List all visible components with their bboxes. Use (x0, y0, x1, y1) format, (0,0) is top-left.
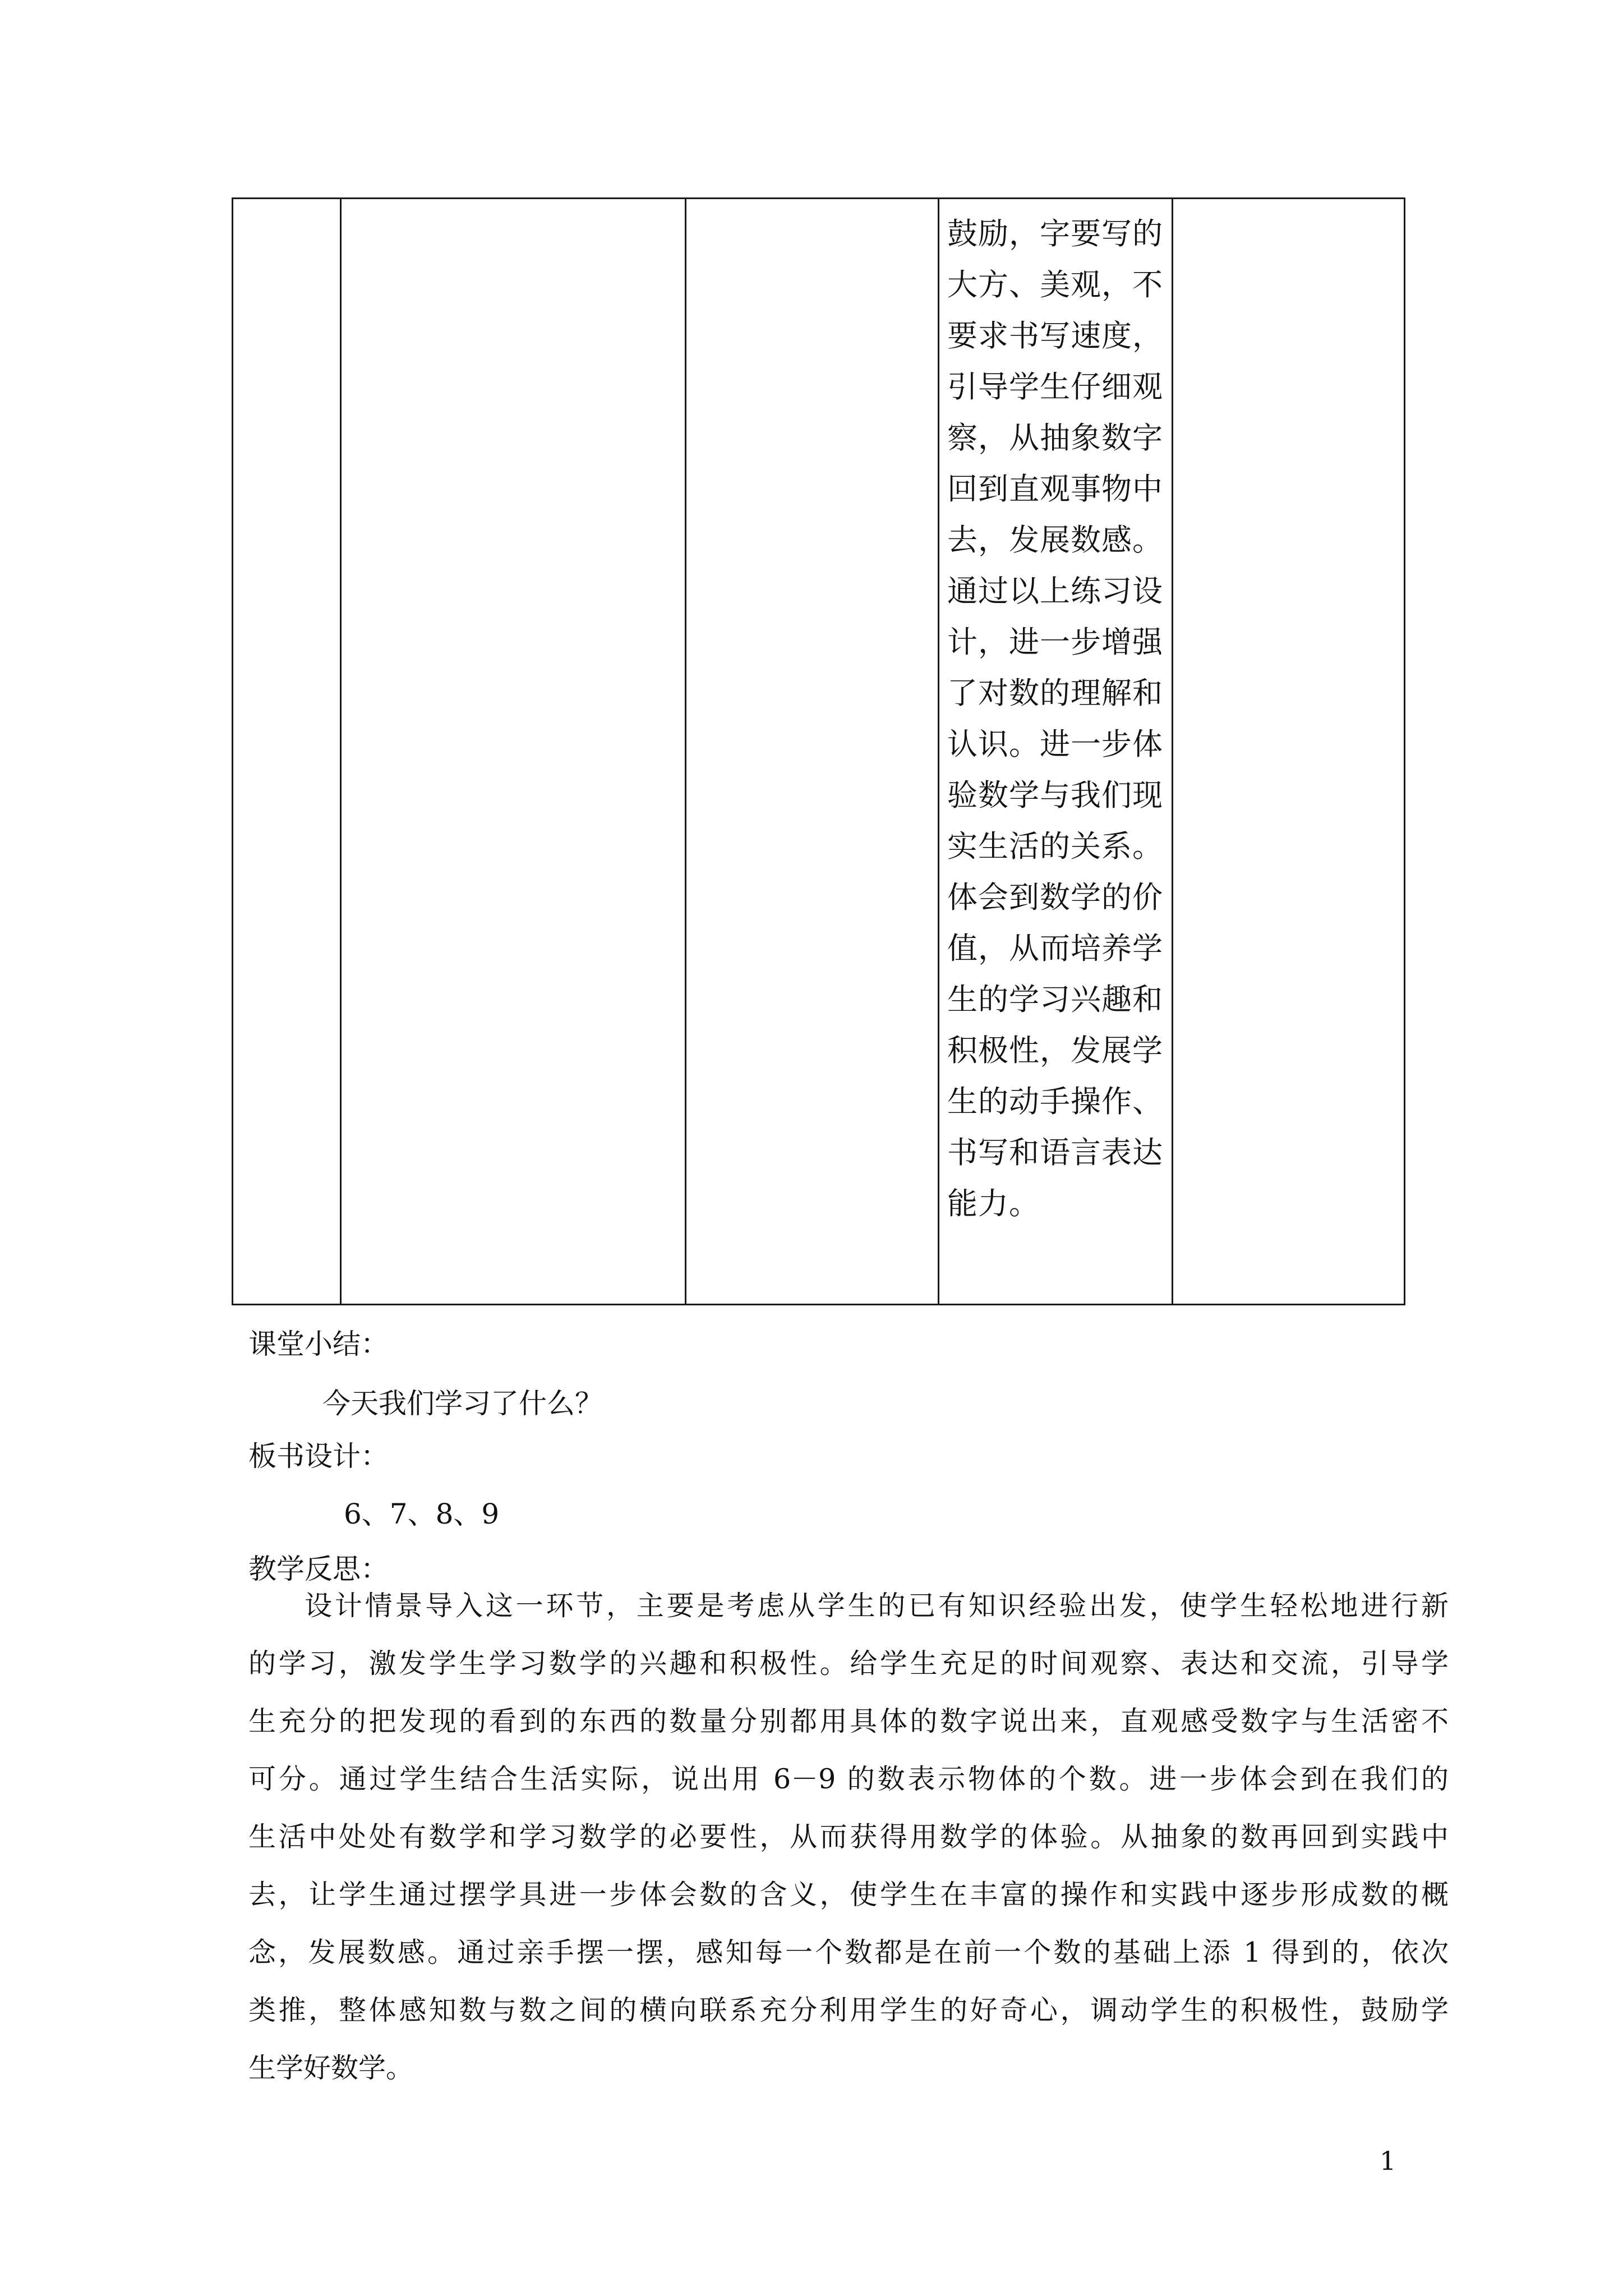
table-column-divider (938, 199, 939, 1304)
paragraph-line: 生活中处处有数学和学习数学的必要性，从而获得用数学的体验。从抽象的数再回到实践中 (248, 1821, 1449, 1853)
paragraph-line: 可分。通过学生结合生活实际，说出用 6－9 的数表示物体的个数。进一步体会到在我们的 (248, 1763, 1449, 1795)
cell-text-line: 回到直观事物中 (947, 471, 1163, 507)
cell-text-line: 察，从抽象数字 (947, 420, 1163, 455)
paragraph-line: 去，让学生通过摆学具进一步体会数的含义，使学生在丰富的操作和实践中逐步形成数的概 (248, 1879, 1449, 1911)
cell-text-line: 书写和语言表达 (947, 1135, 1163, 1170)
cell-text-line: 了对数的理解和 (947, 675, 1163, 711)
cell-text-line: 生的学习兴趣和 (947, 982, 1163, 1017)
cell-text-line: 大方、美观，不 (947, 267, 1163, 302)
cell-text-line: 能力。 (947, 1186, 1040, 1221)
board-design-heading: 板书设计： (248, 1440, 389, 1473)
cell-text-line: 实生活的关系。 (947, 829, 1163, 864)
cell-text-line: 通过以上练习设 (947, 573, 1163, 609)
reflection-heading: 教学反思： (248, 1553, 389, 1585)
page-number: 1 (1380, 2146, 1396, 2176)
cell-text-line: 体会到数学的价 (947, 880, 1163, 915)
paragraph-line: 生充分的把发现的看到的东西的数量分别都用具体的数字说出来，直观感受数字与生活密不 (248, 1705, 1449, 1737)
cell-text-line: 验数学与我们现 (947, 777, 1163, 813)
cell-text-line: 去，发展数感。 (947, 522, 1163, 558)
summary-content: 今天我们学习了什么？ (322, 1387, 603, 1420)
cell-text-line: 积极性，发展学 (947, 1033, 1163, 1068)
board-design-content: 6、7、8、9 (344, 1498, 500, 1530)
reflection-paragraph (248, 1577, 1449, 2097)
table-column-divider (685, 199, 686, 1304)
table-column-divider (340, 199, 342, 1304)
lesson-table (232, 197, 1405, 1305)
cell-text-line: 认识。进一步体 (947, 726, 1163, 762)
paragraph-line: 的学习，激发学生学习数学的兴趣和积极性。给学生充足的时间观察、表达和交流，引导学 (248, 1648, 1449, 1680)
paragraph-line: 念，发展数感。通过亲手摆一摆，感知每一个数都是在前一个数的基础上添 1 得到的，依次 (248, 1936, 1449, 1968)
paragraph-line: 类推，整体感知数与数之间的横向联系充分利用学生的好奇心，调动学生的积极性，鼓励学 (248, 1994, 1449, 2026)
paragraph-line: 设计情景导入这一环节，主要是考虑从学生的已有知识经验出发，使学生轻松地进行新 (305, 1590, 1449, 1622)
cell-text-line: 值，从而培养学 (947, 931, 1163, 966)
cell-text-line: 生的动手操作、 (947, 1084, 1163, 1119)
table-cell-design-intent (947, 208, 1172, 1229)
table-column-divider (1172, 199, 1173, 1304)
cell-text-line: 鼓励，字要写的 (947, 216, 1163, 251)
cell-text-line: 要求书写速度， (947, 318, 1163, 353)
cell-text-line: 引导学生仔细观 (947, 369, 1163, 404)
cell-text-line: 计，进一步增强 (947, 624, 1163, 660)
summary-heading: 课堂小结： (248, 1328, 389, 1360)
paragraph-line: 生学好数学。 (248, 2052, 414, 2084)
